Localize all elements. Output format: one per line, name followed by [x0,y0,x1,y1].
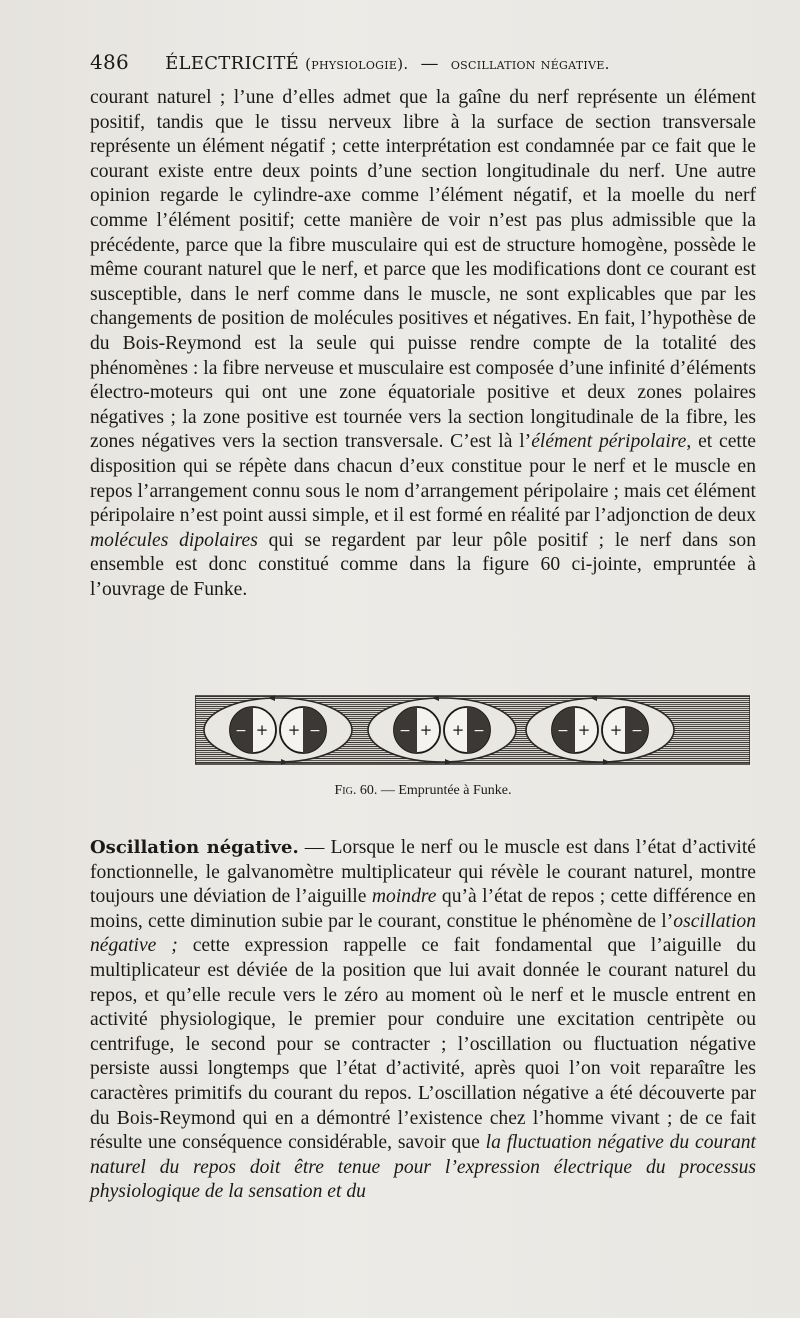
minus-sign: − [557,723,569,739]
dipolar-molecule [552,707,598,753]
section-heading: Oscillation négative. [90,837,299,858]
minus-sign: − [235,723,247,739]
para2-text-c: cette expression rappelle ce fait fondamental que l’aiguille du multiplicateur est déviée de la position que lui avait donnée le courant naturel du repos, et qu’elle recule vers le zéro au moment où le nerf et le muscle entrent en activité physiologique, le premier pour conduire une excitation centripète ou centrifuge, le second pour se contracter ; l’oscillation ou fluctuation négative persiste aussi longtemps que l’état d’activité, après quoi l’on voit reparaître les caractères primitifs du courant du repos. L’oscillation négative a été découverte par du Bois-Reymond qui en a démontré l’existence chez l’homme vivant ; de ce fait résulte une conséquence considérable, savoir que [90,935,756,1154]
para2-emphasis-3: la fluctuation négative du courant naturel du repos doit être tenue pour l’expression électrique du processus physiologique de la sensation et du [90,1132,756,1203]
dipolar-molecules-diagram [195,690,750,770]
header-section: oscillation négative. [450,55,610,73]
para2-emphasis-2: oscillation négative ; [90,910,756,957]
paragraph-2 [90,836,756,1205]
minus-sign: − [473,723,485,739]
plus-sign: + [419,721,433,739]
page-number: 486 [90,50,130,74]
minus-sign: − [631,723,643,739]
plus-sign: + [577,721,591,739]
current-loop [368,698,516,762]
para1-text-a: courant naturel ; l’une d’elles admet que la gaîne du nerf représente un élément positif, tandis que le tissu nerveux libre à la surface de section transversale représente un élément négatif ; cette interprétation est condamnée par ce fait que le courant existe entre deux points d’une section longitudinale du nerf. Une autre opinion regarde le cylindre-axe comme l’élément négatif, et la moelle du nerf comme l’élément positif; cette manière de voir n’est pas plus admissible que la précédente, parce que la fibre musculaire qui est de structure homogène, possède le même courant naturel que le nerf, et parce que les modifications dont ce courant est susceptible, dans le nerf comme dans le muscle, ne sont explicables que par les changements de position de molécules positives et négatives. En fait, l’hypothèse de du Bois-Reymond est la seule qui puisse rendre compte de la totalité des phénomènes : la fibre nerveuse et musculaire est composée d’une infinité d’éléments électro-moteurs qui ont une zone équatoriale positive et deux zones polaires négatives ; la zone positive est tournée vers la section longitudinale de la fibre, les zones négatives vers la section transversale. C’est là l’ [90,87,756,453]
para1-text-c: qui se regardent par leur pôle positif ; le nerf dans son ensemble est donc constitué comme dans la figure 60 ci-jointe, empruntée à l’ouvrage de Funke. [90,529,756,600]
plus-sign: + [451,721,465,739]
header-subtitle: (physiologie). [305,55,409,73]
dipolar-molecule [602,707,648,753]
plus-sign: + [255,721,269,739]
paragraph-1 [90,86,756,602]
caption-text: — Empruntée à Funke. [380,783,512,798]
header-title: ÉLECTRICITÉ [165,53,300,74]
dipolar-molecule [230,707,276,753]
minus-sign: − [309,723,321,739]
figure-caption [90,783,756,799]
caption-label: Fig. 60. [334,783,378,798]
para2-text-b: qu’à l’état de repos ; cette différence en moins, cette diminution subie par le courant, constitue le phénomène de l’ [90,886,756,932]
para1-text-b: , et cette disposition qui se répète dans chacun d’eux constitue pour le nerf et le muscle en repos l’arrangement connu sous le nom d’arrangement péripolaire ; mais cet élément péripolaire n’est point aussi simple, et il est formé en réalité par l’adjonction de deux [90,431,757,527]
running-header [90,50,760,74]
para2-emphasis-1: moindre [371,886,437,908]
para2-text-a: — Lorsque le nerf ou le muscle est dans l’état d’activité fonctionnelle, le galvanomètre multiplicateur qui révèle le courant naturel, montre toujours une déviation de l’aiguille [90,837,756,908]
para1-emphasis-1: élément péripolaire [531,431,687,453]
plus-sign: + [287,721,301,739]
current-loop [204,698,352,762]
header-dash: — [420,53,439,74]
para1-emphasis-2: molécules dipolaires [90,529,258,551]
dipolar-molecule [280,707,326,753]
plus-sign: + [609,721,623,739]
figure-60-illustration [195,690,750,770]
minus-sign: − [399,723,411,739]
dipolar-molecule [444,707,490,753]
current-loop [526,698,674,762]
dipolar-molecule [394,707,440,753]
